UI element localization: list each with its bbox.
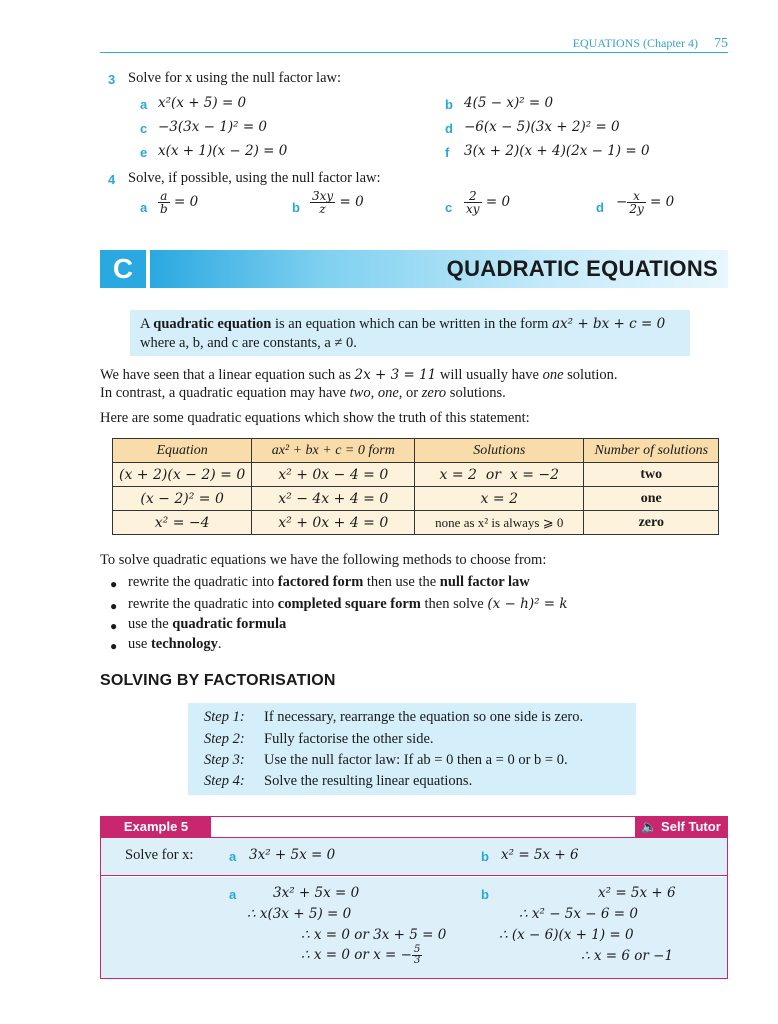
q4-b-denominator: z — [319, 202, 326, 216]
step-4-label: Step 4: — [204, 773, 245, 789]
step-1-text: If necessary, rearrange the equation so one side is zero. — [264, 709, 584, 725]
solution-a-line-1: 3x² + 5x = 0 — [273, 885, 360, 901]
intro-p2-zero: zero — [421, 385, 447, 401]
q4-a-numerator: a — [158, 190, 170, 203]
q4-d-expr — [616, 190, 674, 215]
table-header: Solutions — [415, 439, 584, 463]
method-2-c: then solve — [420, 596, 488, 612]
intro-p1-text-b: will usually have — [439, 367, 543, 383]
intro-p2-one: one — [377, 385, 399, 401]
method-2-b: completed square form — [277, 596, 421, 612]
solution-a-frac-num: 5 — [413, 944, 421, 955]
definition-line-2: where a, b, and c are constants, a ≠ 0. — [140, 335, 357, 351]
intro-p2-end: solutions. — [446, 385, 506, 401]
table-cell: x² − 4x + 4 = 0 — [252, 487, 415, 511]
intro-p1-expr: 2x + 3 = 11 — [354, 367, 437, 383]
table-cell: x = 2 or x = −2 — [415, 463, 584, 487]
question-4-number: 4 — [108, 172, 116, 187]
method-1-d: null factor law — [439, 574, 530, 590]
section-banner — [150, 250, 728, 288]
example-solution — [101, 877, 727, 978]
method-1-c: then use the — [363, 574, 440, 590]
solution-a-frac-den: 3 — [413, 955, 421, 966]
table-cell: one — [584, 487, 719, 511]
intro-p2-sep2: , or — [398, 385, 422, 401]
solution-a-line-3: ∴ x = 0 or 3x + 5 = 0 — [301, 927, 447, 943]
q4-b-numerator: 3xy — [312, 189, 334, 203]
q4-d-sign: − — [616, 194, 628, 210]
definition-box — [130, 310, 690, 356]
definition-mid: is an equation which can be written in the form — [271, 316, 552, 332]
intro-paragraph-1 — [100, 367, 618, 384]
question-3-number: 3 — [108, 72, 116, 87]
q3-a-expr: x²(x + 5) = 0 — [158, 95, 247, 111]
table-cell: (x − 2)² = 0 — [113, 487, 252, 511]
step-4-text: Solve the resulting linear equations. — [264, 773, 473, 789]
example-qb-label: b — [481, 849, 489, 864]
solution-a-line-4 — [301, 945, 422, 966]
step-2-label: Step 2: — [204, 731, 245, 747]
table-header: Equation — [113, 439, 252, 463]
intro-p2-sep1: , — [370, 385, 378, 401]
q4-b-rest: = 0 — [339, 194, 364, 210]
method-1-b: factored form — [277, 574, 364, 590]
table-cell: none as x² is always ⩾ 0 — [415, 511, 584, 535]
solution-b-label: b — [481, 887, 489, 902]
steps-box — [188, 703, 636, 795]
q3-a-label: a — [140, 97, 148, 112]
section-letter: C — [100, 250, 146, 288]
step-1-label: Step 1: — [204, 709, 245, 725]
question-3-prompt: Solve for x using the null factor law: — [128, 70, 342, 86]
question-4-prompt: Solve, if possible, using the null factor law: — [128, 170, 381, 186]
method-4-a: use — [128, 636, 151, 652]
table-header: ax² + bx + c = 0 form — [252, 439, 415, 463]
q4-b-expr — [310, 190, 364, 215]
step-2-text: Fully factorise the other side. — [264, 731, 434, 747]
step-3-text: Use the null factor law: If ab = 0 then a = 0 or b = 0. — [264, 752, 568, 768]
definition-pre: A — [140, 316, 154, 332]
q4-a-label: a — [140, 200, 148, 215]
intro-p1-one: one — [542, 367, 564, 383]
definition-form: ax² + bx + c = 0 — [552, 316, 666, 332]
step-3-label: Step 3: — [204, 752, 245, 768]
intro-p1-text-c: solution. — [563, 367, 618, 383]
intro-paragraph-2 — [100, 385, 506, 402]
definition-line-1 — [140, 316, 665, 333]
q4-d-numerator: x — [627, 190, 645, 203]
q3-b-label: b — [445, 97, 453, 112]
example-qa: 3x² + 5x = 0 — [249, 847, 336, 863]
q3-d-expr: −6(x − 5)(3x + 2)² = 0 — [464, 119, 620, 135]
solution-b-line-4: ∴ x = 6 or −1 — [581, 948, 674, 964]
example-header-bar — [101, 817, 727, 838]
header-rule — [100, 52, 728, 53]
table-cell: x² + 0x − 4 = 0 — [252, 463, 415, 487]
table-row — [113, 511, 719, 535]
table-cell: x² = −4 — [113, 511, 252, 535]
bullet-icon: ● — [110, 599, 118, 613]
q4-a-expr — [158, 190, 198, 215]
table-cell: zero — [584, 511, 719, 535]
method-1-a: rewrite the quadratic into — [128, 574, 278, 590]
example-prompt: Solve for x: — [125, 847, 194, 863]
q4-a-denominator: b — [160, 202, 168, 216]
table-row — [113, 463, 719, 487]
table-cell: x² + 0x + 4 = 0 — [252, 511, 415, 535]
q3-f-label: f — [445, 145, 450, 160]
solution-a-label: a — [229, 887, 237, 902]
table-row — [113, 487, 719, 511]
method-2-a: rewrite the quadratic into — [128, 596, 278, 612]
self-tutor-button[interactable] — [635, 817, 727, 837]
intro-p2-two: two — [349, 385, 371, 401]
q3-e-label: e — [140, 145, 148, 160]
q4-b-label: b — [292, 200, 300, 215]
self-tutor-label: Self Tutor — [661, 819, 721, 834]
q4-c-denominator: xy — [466, 202, 480, 216]
q4-c-label: c — [445, 200, 453, 215]
bullet-icon: ● — [110, 577, 118, 591]
subheading: SOLVING BY FACTORISATION — [100, 672, 336, 689]
quadratic-table — [112, 438, 719, 535]
method-item-1 — [128, 574, 530, 591]
intro-p2-text-a: In contrast, a quadratic equation may have — [100, 385, 350, 401]
q3-c-expr: −3(3x − 1)² = 0 — [158, 119, 268, 135]
method-3-a: use the — [128, 616, 173, 632]
methods-intro: To solve quadratic equations we have the following methods to choose from: — [100, 552, 547, 568]
q3-b-expr: 4(5 − x)² = 0 — [464, 95, 554, 111]
example-qa-label: a — [229, 849, 237, 864]
table-header-row — [113, 439, 719, 463]
table-cell: (x + 2)(x − 2) = 0 — [113, 463, 252, 487]
solution-b-line-1: x² = 5x + 6 — [598, 885, 676, 901]
method-2-e: (x − h)² = k — [487, 596, 568, 612]
q4-d-label: d — [596, 200, 604, 215]
table-cell: x = 2 — [415, 487, 584, 511]
intro-p1-text-a: We have seen that a linear equation such as — [100, 367, 355, 383]
q3-c-label: c — [140, 121, 148, 136]
bullet-icon: ● — [110, 639, 118, 653]
q4-d-denominator: 2y — [629, 202, 644, 216]
q3-e-expr: x(x + 1)(x − 2) = 0 — [158, 143, 288, 159]
speaker-icon: 🔈 — [641, 819, 658, 834]
running-header — [100, 36, 728, 52]
example-qb: x² = 5x + 6 — [501, 847, 579, 863]
bullet-icon: ● — [110, 619, 118, 633]
q3-f-expr: 3(x + 2)(x + 4)(2x − 1) = 0 — [464, 143, 650, 159]
method-item-4 — [128, 636, 221, 653]
method-item-2 — [128, 596, 568, 613]
table-header: Number of solutions — [584, 439, 719, 463]
q4-c-numerator: 2 — [464, 190, 482, 203]
solution-b-line-2: ∴ x² − 5x − 6 = 0 — [519, 906, 638, 922]
q4-c-expr — [464, 190, 510, 215]
method-4-c: . — [217, 636, 222, 652]
q4-d-rest: = 0 — [650, 194, 675, 210]
section-title: QUADRATIC EQUATIONS — [446, 256, 718, 281]
page-number: 75 — [714, 36, 728, 51]
definition-term: quadratic equation — [153, 316, 272, 332]
q3-d-label: d — [445, 121, 453, 136]
q4-a-rest: = 0 — [173, 194, 199, 210]
example-question — [101, 838, 727, 876]
solution-a-line-4-text: ∴ x = 0 or x = − — [301, 947, 412, 963]
method-4-b: technology — [150, 636, 218, 652]
solution-a-line-2: ∴ x(3x + 5) = 0 — [247, 906, 352, 922]
chapter-title: EQUATIONS (Chapter 4) — [572, 36, 698, 50]
method-item-3 — [128, 616, 286, 633]
intro-paragraph-3: Here are some quadratic equations which show the truth of this statement: — [100, 410, 530, 426]
solution-b-line-3: ∴ (x − 6)(x + 1) = 0 — [499, 927, 634, 943]
table-cell: two — [584, 463, 719, 487]
q4-c-rest: = 0 — [485, 194, 511, 210]
example-tag: Example 5 — [101, 817, 211, 837]
method-3-b: quadratic formula — [172, 616, 287, 632]
example-box — [100, 816, 728, 979]
